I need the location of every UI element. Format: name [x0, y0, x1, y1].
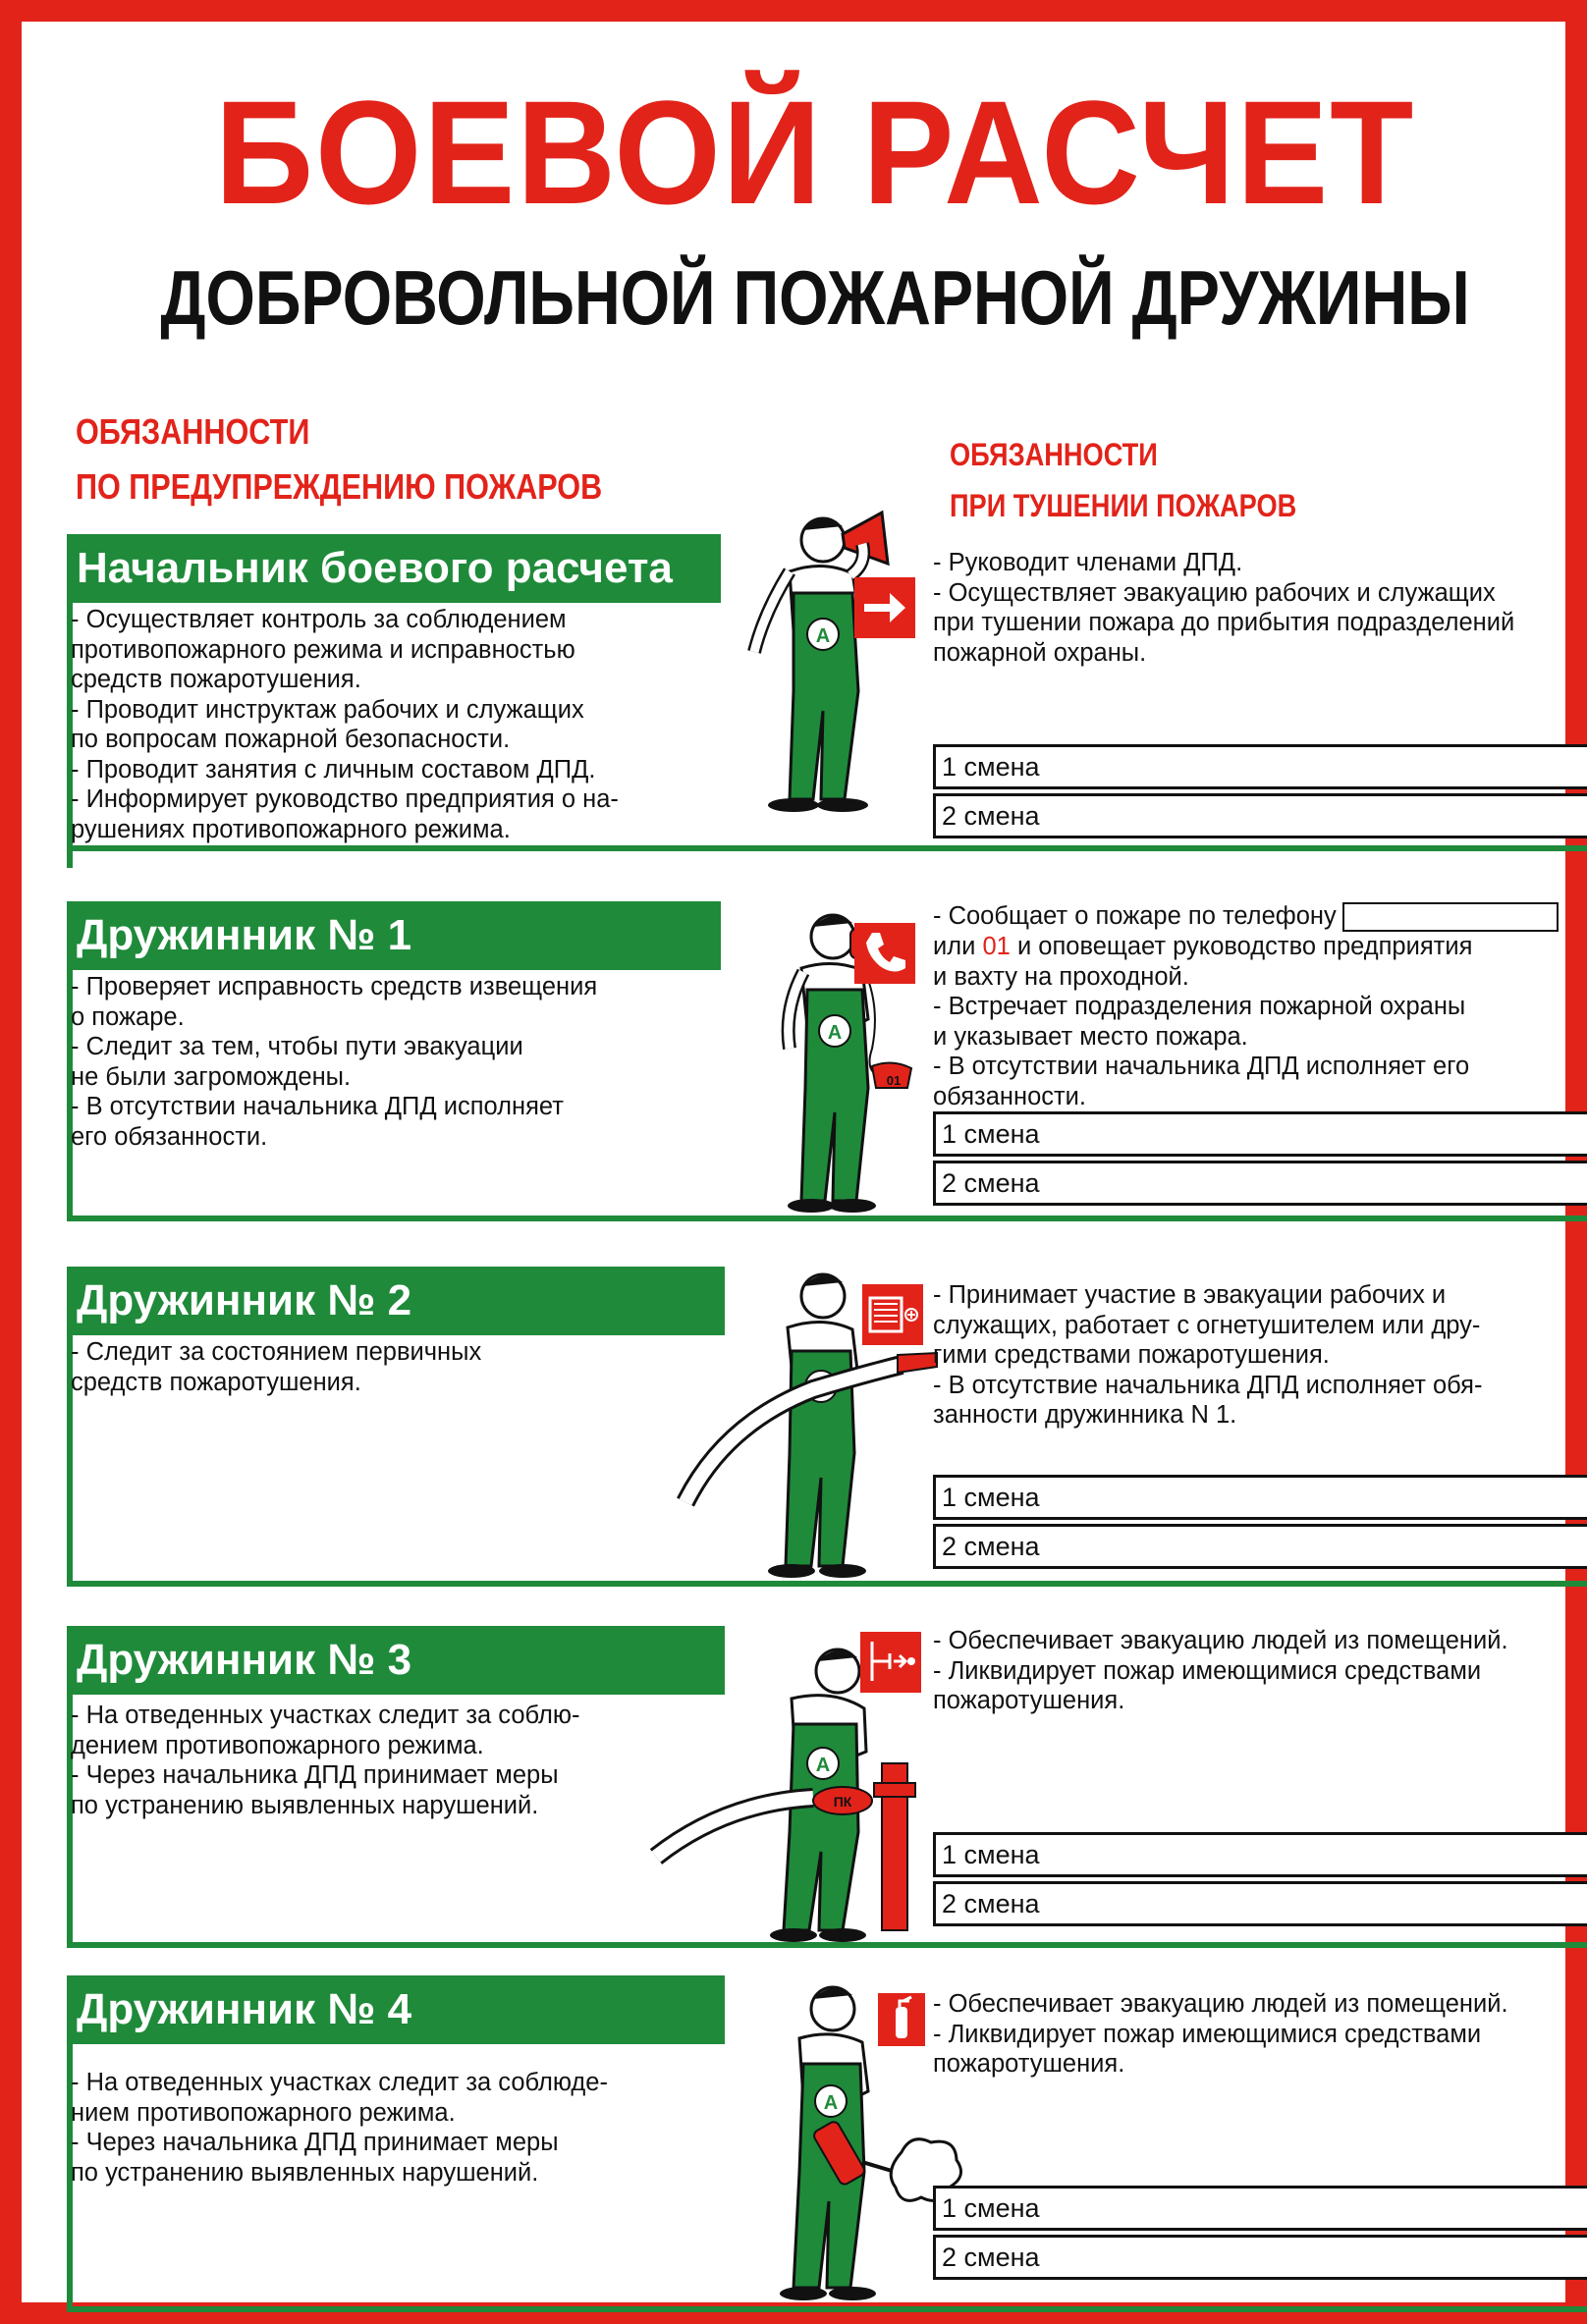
duty-line-report-fire	[933, 901, 1587, 932]
phone-number-sign: 01	[886, 1073, 902, 1088]
duty-line: - Встречает подразделения пожарной охраны	[933, 993, 1466, 1021]
duty-line: при тушении пожара до прибытия подразделений	[933, 609, 1515, 636]
duty-text: или	[933, 933, 976, 961]
firefighting-duties	[933, 548, 1587, 668]
firefighting-heading-line: ПРИ ТУШЕНИИ ПОЖАРОВ	[950, 488, 1297, 523]
arrow-right-icon	[854, 577, 915, 638]
svg-text:A: A	[815, 625, 831, 647]
shift-row-1: 1 смена	[933, 2186, 1587, 2231]
shift-row-1: 1 смена	[933, 1475, 1587, 1520]
duty-line: по устранению выявленных нарушений.	[71, 2158, 539, 2187]
chief-with-megaphone-figure	[695, 505, 931, 819]
role-title: Дружинник № 4	[67, 1975, 725, 2044]
duty-line: и вахту на проходной.	[933, 962, 1189, 991]
duty-line: о пожаре.	[71, 1002, 185, 1031]
duty-line: средств пожаротушения.	[71, 1368, 361, 1396]
shift-row-2: 2 смена	[933, 1161, 1587, 1206]
duty-line: - Руководит членами ДПД.	[933, 549, 1243, 576]
svg-text:A: A	[823, 2092, 839, 2114]
shift-row-2: 2 смена	[933, 1524, 1587, 1569]
duty-line: - Осуществляет эвакуацию рабочих и служащих	[933, 578, 1496, 607]
duty-line: - На отведенных участках следит за соблюде-	[71, 2069, 608, 2096]
prevention-duties	[71, 2068, 699, 2188]
duty-line: - На отведенных участках следит за соблю-	[71, 1702, 580, 1729]
svg-text:A: A	[827, 1022, 843, 1044]
duty-line: - Через начальника ДПД принимает меры	[71, 1761, 559, 1789]
shift-table	[933, 2186, 1587, 2280]
role-section-firefighter-2	[67, 1267, 1587, 1596]
prevention-heading-line: ПО ПРЕДУПРЕЖДЕНИЮ ПОЖАРОВ	[76, 466, 603, 507]
firefighting-duties	[933, 1989, 1587, 2080]
duty-line: - Проверяет исправность средств извещения	[71, 973, 598, 1000]
firefighting-heading	[950, 429, 1296, 531]
page-title: БОЕВОЙ РАСЧЕТ	[214, 70, 1416, 235]
duty-line: - Следит за тем, чтобы пути эвакуации	[71, 1033, 523, 1060]
duty-line: средств пожаротушения.	[71, 666, 361, 693]
duty-line: - Следит за состоянием первичных	[71, 1338, 482, 1366]
duty-line: пожарной охраны.	[933, 638, 1147, 667]
shift-row-1: 1 смена	[933, 744, 1587, 789]
shift-row-2: 2 смена	[933, 793, 1587, 838]
role-title: Дружинник № 2	[67, 1267, 725, 1335]
duty-line: - Обеспечивает эвакуацию людей из помещений.	[933, 1627, 1508, 1654]
duty-line: пожаротушения.	[933, 2050, 1125, 2078]
shift-table	[933, 1832, 1587, 1926]
phone-number-field[interactable]	[1342, 902, 1559, 932]
telephone-icon	[854, 923, 915, 984]
duty-line: по вопросам пожарной безопасности.	[71, 726, 511, 753]
duty-line: - Проводит инструктаж рабочих и служащих	[71, 695, 584, 724]
shift-row-2: 2 смена	[933, 1881, 1587, 1926]
duty-line: рушениях противопожарного режима.	[71, 815, 511, 843]
role-title: Дружинник № 1	[67, 901, 721, 970]
duty-line: противопожарного режима и исправностью	[71, 635, 575, 664]
prevention-heading	[76, 405, 602, 514]
duty-text: и оповещает руководство предприятия	[1016, 933, 1473, 961]
duty-line: - Информирует руководство предприятия о на-	[71, 785, 619, 813]
role-title: Начальник боевого расчета	[67, 534, 721, 603]
firefighting-duties	[933, 1626, 1587, 1716]
role-section-firefighter-4	[67, 1975, 1587, 2314]
shift-row-2: 2 смена	[933, 2235, 1587, 2280]
duty-line: служащих, работает с огнетушителем или дру-	[933, 1311, 1481, 1339]
svg-text:A: A	[813, 1378, 829, 1399]
shift-row-1: 1 смена	[933, 1111, 1587, 1157]
duty-line: - Обеспечивает эвакуацию людей из помещений.	[933, 1990, 1508, 2018]
firefighter-with-extinguisher-figure	[715, 1975, 970, 2304]
hydrant-sign: ПК	[833, 1794, 852, 1810]
svg-text:A: A	[815, 1755, 831, 1776]
role-title: Дружинник № 3	[67, 1626, 725, 1695]
prevention-duties	[71, 972, 699, 1152]
duty-line: - В отсутствие начальника ДПД исполняет обя-	[933, 1371, 1483, 1399]
duty-text: - Сообщает о пожаре по телефону	[933, 902, 1337, 930]
firefighting-duties	[933, 901, 1587, 1111]
duty-line: и указывает место пожара.	[933, 1022, 1248, 1051]
duty-line: его обязанности.	[71, 1122, 268, 1151]
shift-table	[933, 744, 1587, 838]
duty-line: нием противопожарного режима.	[71, 2098, 456, 2127]
duty-line: - В отсутствии начальника ДПД исполняет его	[933, 1053, 1470, 1081]
duty-line: - В отсутствии начальника ДПД исполняет	[71, 1093, 564, 1120]
duty-line: обязанности.	[933, 1082, 1087, 1110]
prevention-heading-line: ОБЯЗАННОСТИ	[76, 411, 310, 452]
duty-line: не были загромождены.	[71, 1062, 352, 1091]
duty-line: пожаротушения.	[933, 1687, 1125, 1714]
duty-line: - Принимает участие в эвакуации рабочих и	[933, 1281, 1447, 1309]
fire-hydrant-icon	[860, 1632, 921, 1693]
shift-table	[933, 1111, 1587, 1206]
fire-extinguisher-icon	[878, 1993, 925, 2046]
duty-line-call-01	[933, 932, 1587, 962]
role-section-firefighter-1	[67, 901, 1587, 1235]
duty-line: по устранению выявленных нарушений.	[71, 1791, 539, 1819]
duty-line: - Проводит занятия с личным составом ДПД.	[71, 755, 596, 784]
prevention-duties	[71, 1701, 699, 1820]
role-section-firefighter-3	[67, 1626, 1587, 1960]
fire-hose-reel-icon	[862, 1284, 923, 1345]
duty-line: дением противопожарного режима.	[71, 1731, 484, 1759]
duty-line: гими средствами пожаротушения.	[933, 1341, 1330, 1369]
prevention-duties	[71, 605, 699, 844]
shift-row-1: 1 смена	[933, 1832, 1587, 1877]
page-subtitle: ДОБРОВОЛЬНОЙ ПОЖАРНОЙ ДРУЖИНЫ	[160, 254, 1470, 341]
shift-table	[933, 1475, 1587, 1569]
firefighting-heading-line: ОБЯЗАННОСТИ	[950, 437, 1158, 472]
prevention-duties	[71, 1337, 699, 1397]
duty-line: - Через начальника ДПД принимает меры	[71, 2129, 559, 2156]
firefighting-duties	[933, 1280, 1587, 1431]
duty-line: - Ликвидирует пожар имеющимися средствами	[933, 1656, 1482, 1685]
role-section-chief	[67, 534, 1587, 868]
emergency-number: 01	[982, 933, 1011, 961]
duty-line: занности дружинника N 1.	[933, 1401, 1237, 1429]
duty-line: - Ликвидирует пожар имеющимися средствами	[933, 2020, 1482, 2048]
duty-line: - Осуществляет контроль за соблюдением	[71, 606, 567, 633]
